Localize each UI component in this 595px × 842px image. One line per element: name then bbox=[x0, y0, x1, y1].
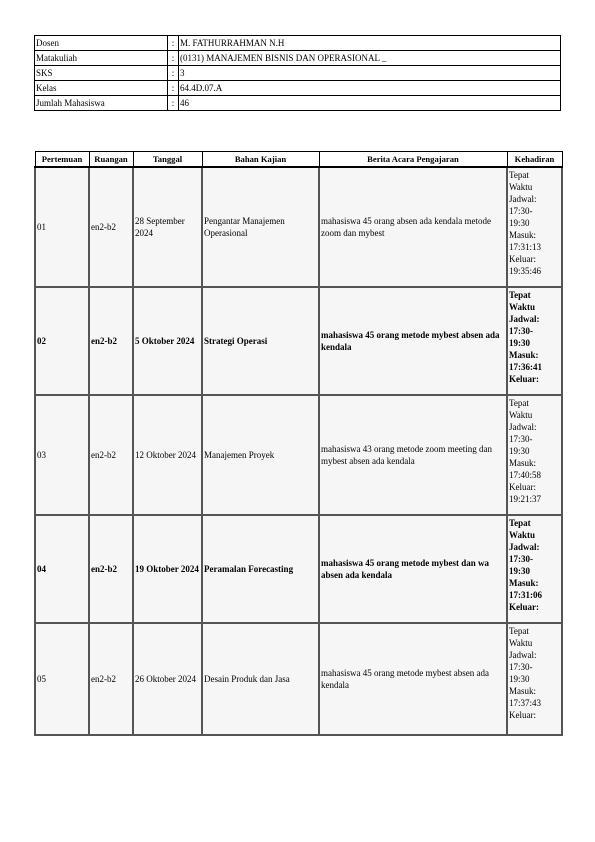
room: en2-b2 bbox=[89, 395, 133, 515]
attendance-line: 17:30- bbox=[509, 554, 533, 564]
info-label: Dosen bbox=[35, 36, 168, 51]
room: en2-b2 bbox=[89, 515, 133, 623]
topic: Manajemen Proyek bbox=[202, 395, 319, 515]
attendance-line: 19:21:37 bbox=[509, 494, 542, 504]
attendance-line: Masuk: bbox=[509, 578, 539, 588]
attendance-line: Masuk: bbox=[509, 458, 536, 468]
attendance-line: Keluar: bbox=[509, 602, 539, 612]
topic: Pengantar Manajemen Operasional bbox=[202, 167, 319, 287]
attendance-line: 17:30- bbox=[509, 206, 533, 216]
attendance-line: 19:30 bbox=[509, 566, 530, 576]
room: en2-b2 bbox=[89, 287, 133, 395]
teaching-report: mahasiswa 45 orang metode mybest dan wa absen ada kendala bbox=[319, 515, 507, 623]
info-label: SKS bbox=[35, 66, 168, 81]
attendance-line: 17:31:06 bbox=[509, 590, 542, 600]
date: 19 Oktober 2024 bbox=[133, 515, 202, 623]
header-kehadiran: Kehadiran bbox=[507, 152, 562, 168]
attendance-line: Masuk: bbox=[509, 686, 536, 696]
attendance-line: Waktu bbox=[509, 182, 533, 192]
table-header-row bbox=[35, 152, 562, 168]
attendance-status bbox=[507, 167, 562, 287]
info-separator: : bbox=[168, 36, 179, 51]
meeting-number: 03 bbox=[35, 395, 89, 515]
info-separator: : bbox=[168, 96, 179, 111]
attendance-line: 19:30 bbox=[509, 446, 530, 456]
attendance-line: Jadwal: bbox=[509, 194, 537, 204]
attendance-status bbox=[507, 515, 562, 623]
info-value: (0131) MANAJEMEN BISNIS DAN OPERASIONAL _ bbox=[179, 51, 561, 66]
info-value: 3 bbox=[179, 66, 561, 81]
attendance-line: Waktu bbox=[509, 302, 536, 312]
meeting-number: 05 bbox=[35, 623, 89, 735]
date: 5 Oktober 2024 bbox=[133, 287, 202, 395]
attendance-line: 17:36:41 bbox=[509, 362, 542, 372]
attendance-status bbox=[507, 395, 562, 515]
info-separator: : bbox=[168, 51, 179, 66]
attendance-status bbox=[507, 287, 562, 395]
attendance-line: 19:30 bbox=[509, 674, 530, 684]
info-row bbox=[35, 96, 561, 111]
meeting-number: 02 bbox=[35, 287, 89, 395]
attendance-line: Tepat bbox=[509, 626, 529, 636]
room: en2-b2 bbox=[89, 167, 133, 287]
attendance-table bbox=[34, 151, 563, 736]
attendance-line: Masuk: bbox=[509, 350, 539, 360]
date: 26 Oktober 2024 bbox=[133, 623, 202, 735]
attendance-line: Tepat bbox=[509, 290, 531, 300]
attendance-line: Jadwal: bbox=[509, 314, 540, 324]
table-row bbox=[35, 515, 562, 623]
meeting-number: 04 bbox=[35, 515, 89, 623]
attendance-line: 17:30- bbox=[509, 326, 533, 336]
attendance-line: Jadwal: bbox=[509, 650, 537, 660]
header-ruangan: Ruangan bbox=[89, 152, 133, 168]
info-row bbox=[35, 66, 561, 81]
teaching-report: mahasiswa 45 orang absen ada kendala metode zoom dan mybest bbox=[319, 167, 507, 287]
info-value: 46 bbox=[179, 96, 561, 111]
attendance-line: 17:30- bbox=[509, 662, 533, 672]
header-bahan-kajian: Bahan Kajian bbox=[202, 152, 319, 168]
info-separator: : bbox=[168, 81, 179, 96]
attendance-line: 17:40:58 bbox=[509, 470, 542, 480]
info-row bbox=[35, 51, 561, 66]
attendance-line: Waktu bbox=[509, 638, 533, 648]
table-row bbox=[35, 167, 562, 287]
attendance-line: 19:30 bbox=[509, 218, 530, 228]
topic: Peramalan Forecasting bbox=[202, 515, 319, 623]
date: 12 Oktober 2024 bbox=[133, 395, 202, 515]
info-value: 64.4D.07.A bbox=[179, 81, 561, 96]
attendance-status bbox=[507, 623, 562, 735]
info-value: M. FATHURRAHMAN N.H bbox=[179, 36, 561, 51]
header-pertemuan: Pertemuan bbox=[35, 152, 89, 168]
attendance-line: 19:30 bbox=[509, 338, 530, 348]
info-label: Jumlah Mahasiswa bbox=[35, 96, 168, 111]
attendance-line: Jadwal: bbox=[509, 542, 540, 552]
topic: Strategi Operasi bbox=[202, 287, 319, 395]
info-row bbox=[35, 36, 561, 51]
topic: Desain Produk dan Jasa bbox=[202, 623, 319, 735]
attendance-line: Waktu bbox=[509, 410, 533, 420]
attendance-line: Jadwal: bbox=[509, 422, 537, 432]
info-label: Kelas bbox=[35, 81, 168, 96]
attendance-line: 17:30- bbox=[509, 434, 533, 444]
attendance-line: Tepat bbox=[509, 170, 529, 180]
header-tanggal: Tanggal bbox=[133, 152, 202, 168]
date: 28 September 2024 bbox=[133, 167, 202, 287]
meeting-number: 01 bbox=[35, 167, 89, 287]
table-row bbox=[35, 623, 562, 735]
attendance-line: Keluar: bbox=[509, 482, 536, 492]
attendance-line: Tepat bbox=[509, 398, 529, 408]
attendance-line: 17:37:43 bbox=[509, 698, 542, 708]
attendance-line: Tepat bbox=[509, 518, 531, 528]
table-row bbox=[35, 395, 562, 515]
attendance-line: Keluar: bbox=[509, 710, 536, 720]
info-separator: : bbox=[168, 66, 179, 81]
attendance-line: 17:31:13 bbox=[509, 242, 542, 252]
attendance-line: Waktu bbox=[509, 530, 536, 540]
attendance-line: Keluar: bbox=[509, 374, 539, 384]
course-info-table bbox=[34, 35, 561, 111]
room: en2-b2 bbox=[89, 623, 133, 735]
attendance-line: 19:35:46 bbox=[509, 266, 542, 276]
header-berita-acara: Berita Acara Pengajaran bbox=[319, 152, 507, 168]
teaching-report: mahasiswa 45 orang metode mybest absen ada kendala bbox=[319, 623, 507, 735]
info-label: Matakuliah bbox=[35, 51, 168, 66]
attendance-line: Keluar: bbox=[509, 254, 536, 264]
teaching-report: mahasiswa 43 orang metode zoom meeting dan mybest absen ada kendala bbox=[319, 395, 507, 515]
teaching-report: mahasiswa 45 orang metode mybest absen ada kendala bbox=[319, 287, 507, 395]
info-row bbox=[35, 81, 561, 96]
attendance-line: Masuk: bbox=[509, 230, 536, 240]
table-row bbox=[35, 287, 562, 395]
